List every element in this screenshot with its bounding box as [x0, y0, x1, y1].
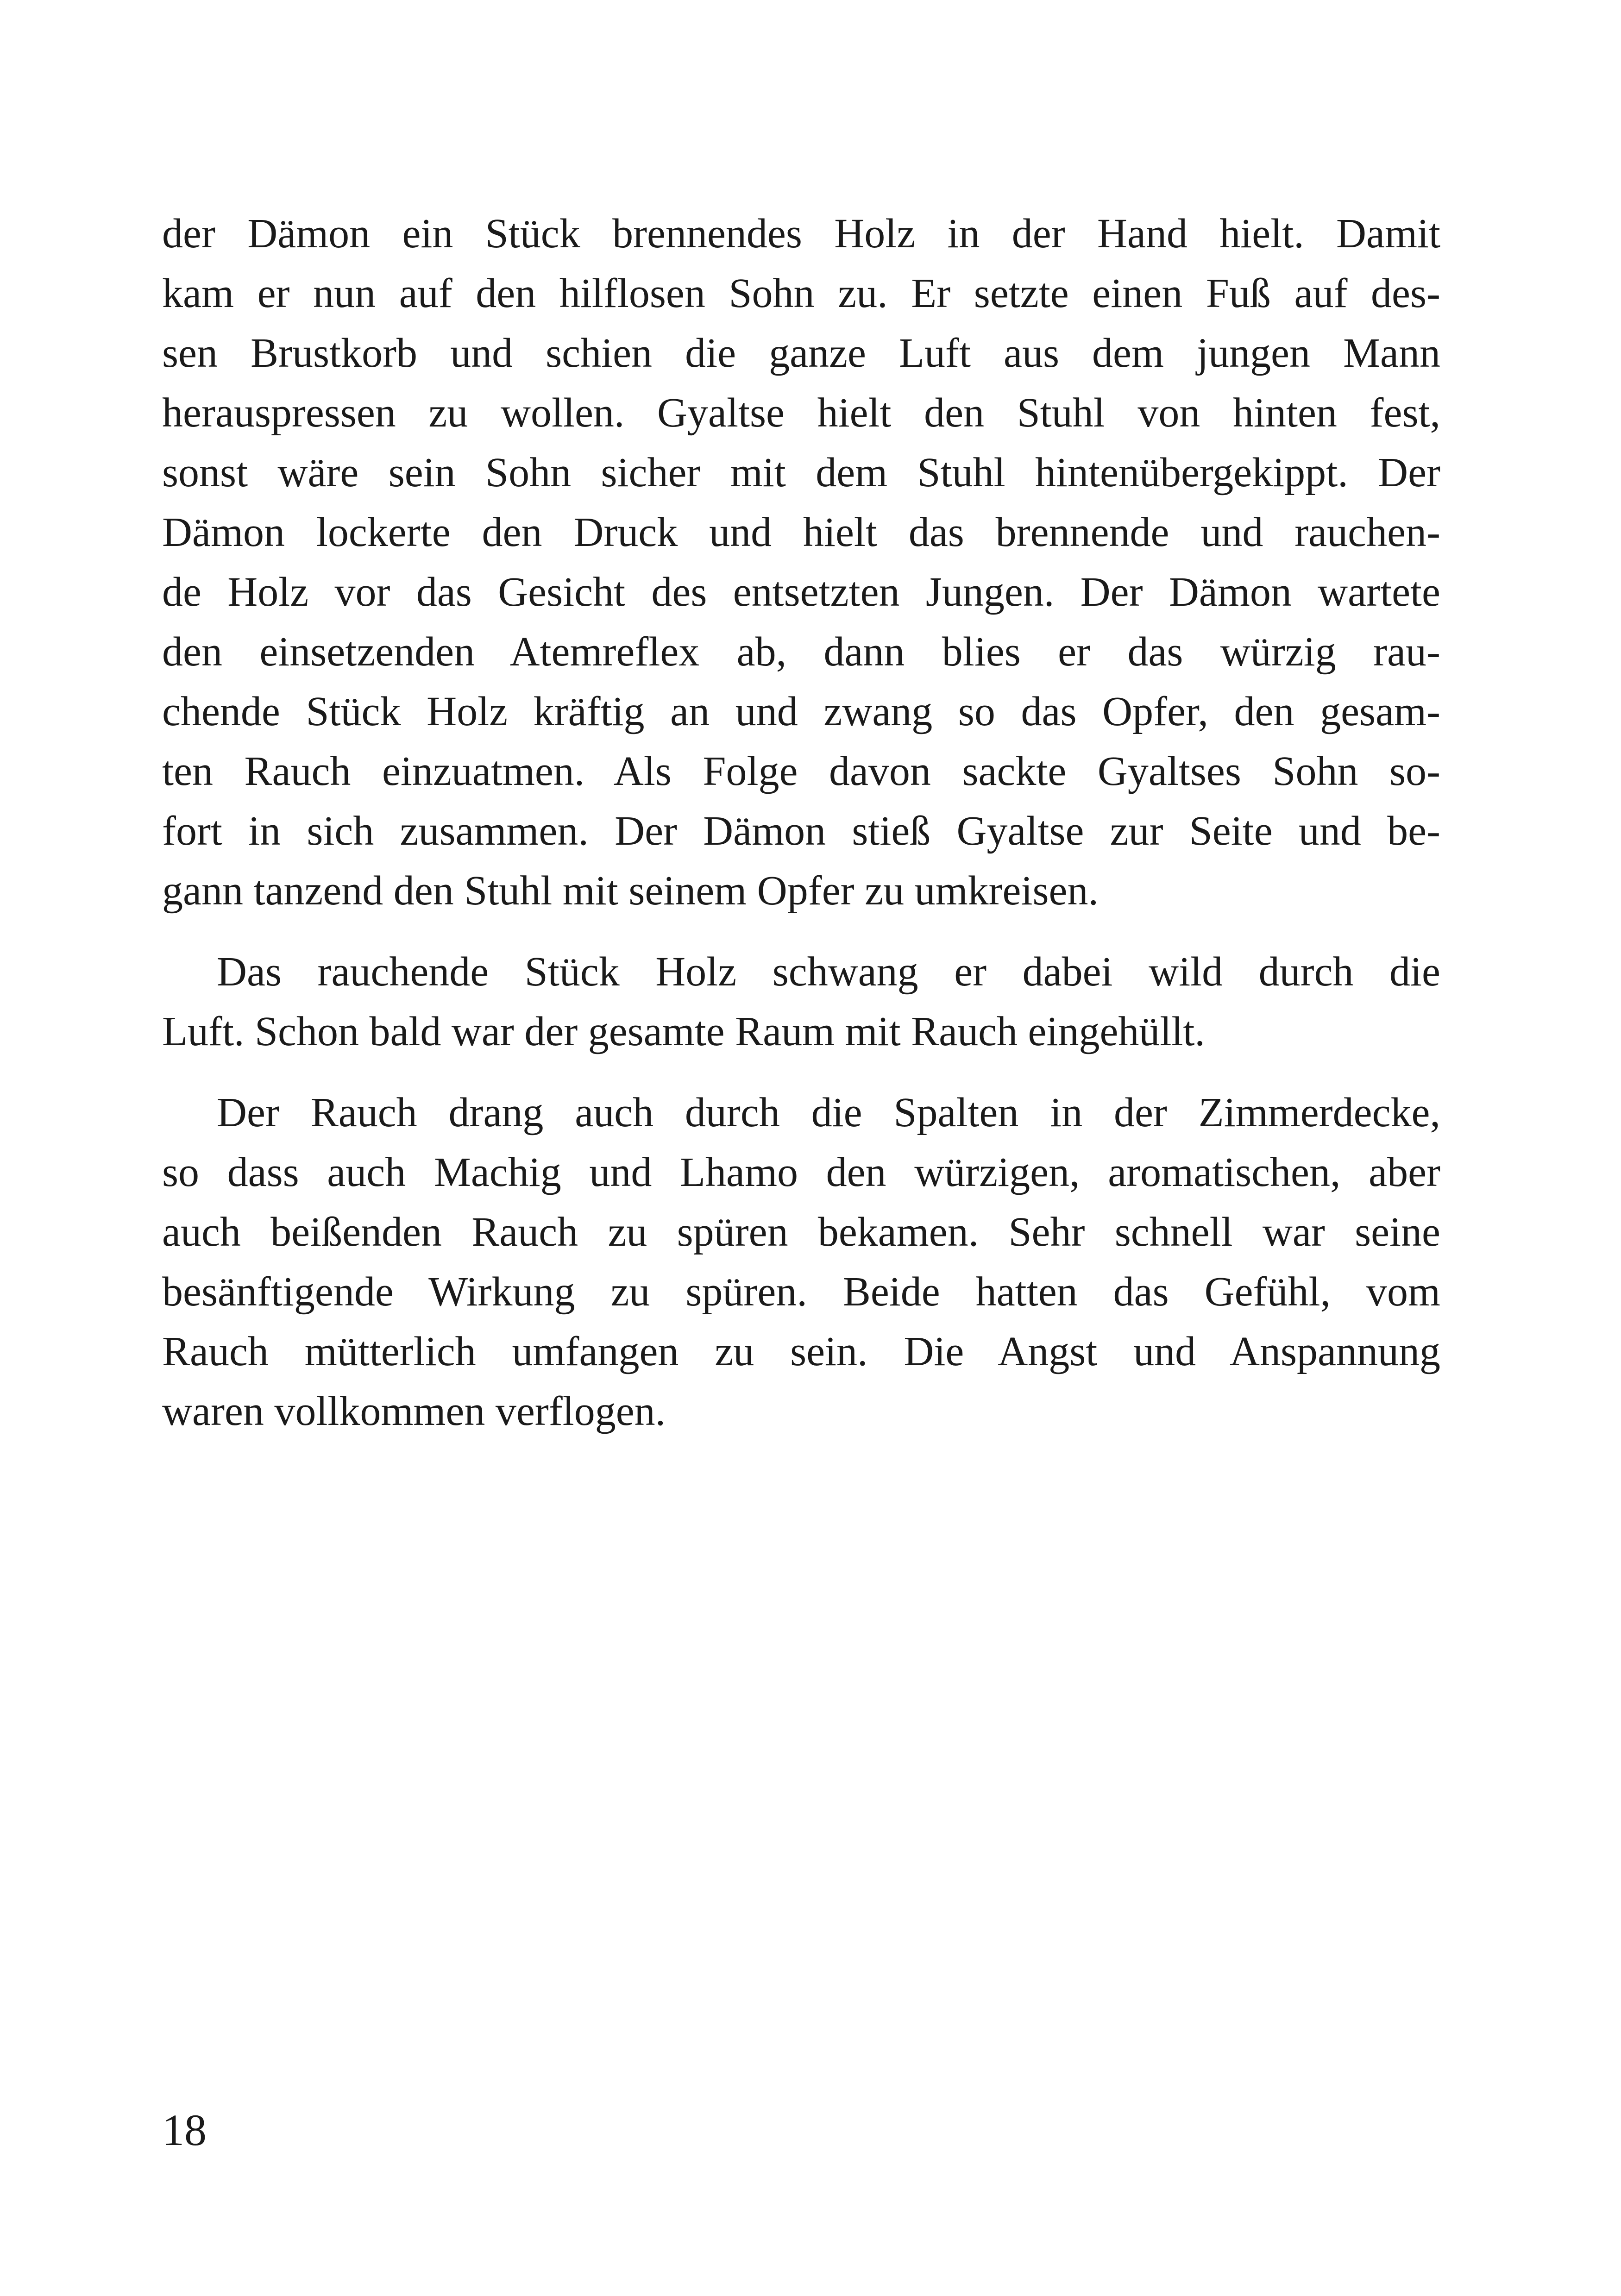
text-line: Das rauchende Stück Holz schwang er dabei wild durch die: [217, 949, 1440, 995]
text-line: den einsetzenden Atemreflex ab, dann blies er das würzig rau-: [162, 629, 1440, 675]
text-line: kam er nun auf den hilflosen Sohn zu. Er setzte einen Fuß auf des-: [162, 270, 1440, 316]
text-line: gann tanzend den Stuhl mit seinem Opfer zu umkreisen.: [162, 868, 1099, 914]
text-line: de Holz vor das Gesicht des entsetzten Jungen. Der Dämon wartete: [162, 569, 1440, 615]
text-line: auch beißenden Rauch zu spüren bekamen. Sehr schnell war seine: [162, 1209, 1440, 1255]
paragraph-2: [162, 942, 1440, 1061]
text-line: Rauch mütterlich umfangen zu sein. Die Angst und Anspannung: [162, 1329, 1440, 1374]
text-line: ten Rauch einzuatmen. Als Folge davon sackte Gyaltses Sohn so-: [162, 748, 1440, 794]
text-line: Der Rauch drang auch durch die Spalten in der Zimmerdecke,: [217, 1090, 1440, 1135]
text-line: sonst wäre sein Sohn sicher mit dem Stuhl hintenübergekippt. Der: [162, 450, 1440, 496]
text-line: herauspressen zu wollen. Gyaltse hielt den Stuhl von hinten fest,: [162, 390, 1440, 436]
text-line: fort in sich zusammen. Der Dämon stieß Gyaltse zur Seite und be-: [162, 808, 1440, 854]
paragraph-3: [162, 1083, 1440, 1441]
text-line: Luft. Schon bald war der gesamte Raum mit Rauch eingehüllt.: [162, 1009, 1205, 1054]
text-line: Dämon lockerte den Druck und hielt das brennende und rauchen-: [162, 509, 1440, 555]
text-line: besänftigende Wirkung zu spüren. Beide hatten das Gefühl, vom: [162, 1269, 1440, 1315]
paragraph-1: [162, 204, 1440, 921]
body-text: [162, 204, 1440, 1441]
text-line: sen Brustkorb und schien die ganze Luft aus dem jungen Mann: [162, 330, 1440, 376]
text-line: der Dämon ein Stück brennendes Holz in der Hand hielt. Damit: [162, 211, 1440, 257]
page-number: 18: [162, 2105, 207, 2155]
text-line: chende Stück Holz kräftig an und zwang so das Opfer, den gesam-: [162, 689, 1440, 734]
text-line: so dass auch Machig und Lhamo den würzigen, aromatischen, aber: [162, 1149, 1440, 1195]
text-line: waren vollkommen verflogen.: [162, 1388, 666, 1434]
